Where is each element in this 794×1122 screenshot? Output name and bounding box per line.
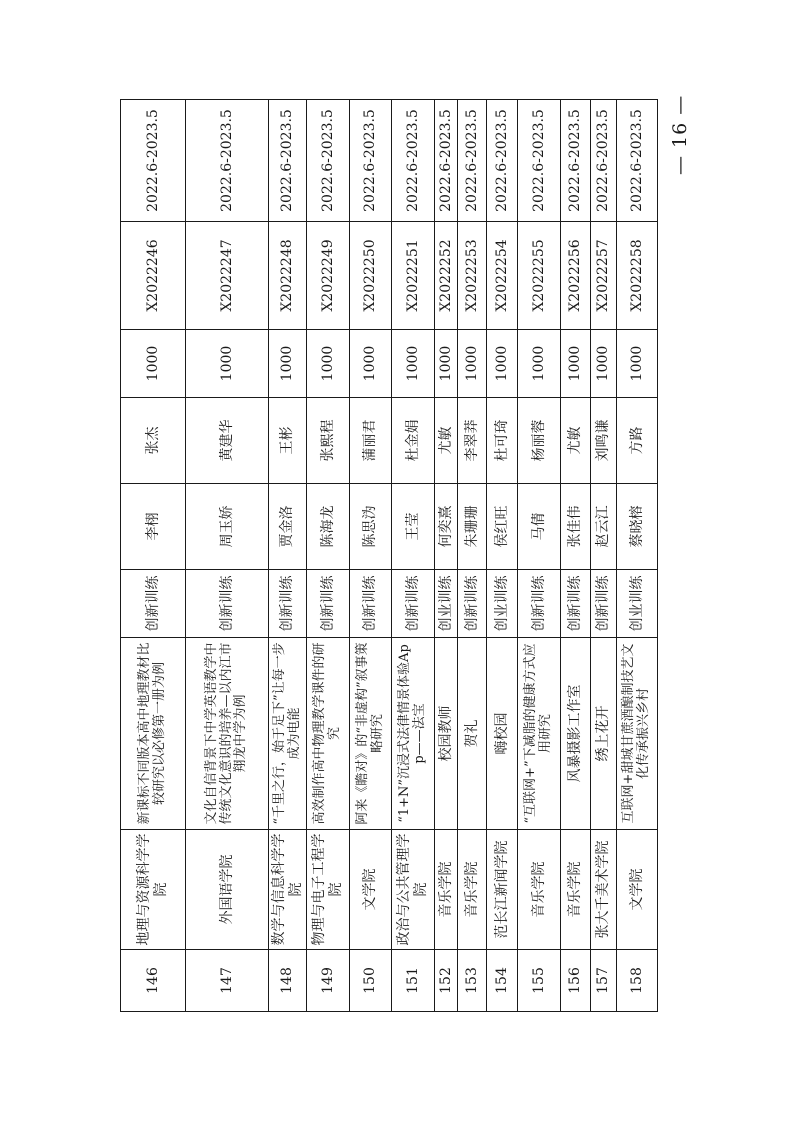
project-code: X2022251 bbox=[392, 222, 435, 330]
project-period: 2022.6-2023.5 bbox=[392, 100, 435, 222]
table-row bbox=[307, 100, 350, 1012]
table-row bbox=[561, 100, 591, 1012]
advisor: 黄建华 bbox=[186, 398, 269, 484]
project-title: 绣上花开 bbox=[591, 638, 617, 830]
college: 外国语学院 bbox=[186, 830, 269, 950]
funding: 1000 bbox=[487, 330, 518, 398]
funding: 1000 bbox=[186, 330, 269, 398]
project-type: 创业训练 bbox=[617, 570, 658, 638]
project-title: “互联网+”下减脂的健康方式应用研究 bbox=[518, 638, 561, 830]
project-leader: 朱珊珊 bbox=[458, 484, 487, 570]
project-leader: 蔡晓榕 bbox=[617, 484, 658, 570]
project-leader: 陈思沩 bbox=[350, 484, 392, 570]
college: 政治与公共管理学院 bbox=[392, 830, 435, 950]
project-leader: 陈海龙 bbox=[307, 484, 350, 570]
table-row bbox=[269, 100, 307, 1012]
project-type: 创业训练 bbox=[487, 570, 518, 638]
row-number: 150 bbox=[350, 950, 392, 1012]
project-period: 2022.6-2023.5 bbox=[435, 100, 458, 222]
project-period: 2022.6-2023.5 bbox=[350, 100, 392, 222]
project-type: 创新训练 bbox=[518, 570, 561, 638]
row-number: 157 bbox=[591, 950, 617, 1012]
advisor: 方路 bbox=[617, 398, 658, 484]
project-title: 文化自信背景下中学英语教学中传统文化意识的培养—以内江市翔龙中学为例 bbox=[186, 638, 269, 830]
advisor: 杨丽蓉 bbox=[518, 398, 561, 484]
project-code: X2022248 bbox=[269, 222, 307, 330]
project-type: 创新训练 bbox=[350, 570, 392, 638]
page-number: — 16 — bbox=[669, 94, 691, 176]
college: 音乐学院 bbox=[518, 830, 561, 950]
project-title: “千里之行，始于足下”让每一步成为电能 bbox=[269, 638, 307, 830]
table-row bbox=[350, 100, 392, 1012]
funding: 1000 bbox=[307, 330, 350, 398]
table-row bbox=[591, 100, 617, 1012]
table-row bbox=[121, 100, 186, 1012]
project-period: 2022.6-2023.5 bbox=[121, 100, 186, 222]
college: 物理与电子工程学院 bbox=[307, 830, 350, 950]
funding: 1000 bbox=[392, 330, 435, 398]
project-leader: 侯红旺 bbox=[487, 484, 518, 570]
college: 张大千美术学院 bbox=[591, 830, 617, 950]
funding: 1000 bbox=[121, 330, 186, 398]
project-code: X2022257 bbox=[591, 222, 617, 330]
project-code: X2022254 bbox=[487, 222, 518, 330]
row-number: 156 bbox=[561, 950, 591, 1012]
advisor: 杜金娟 bbox=[392, 398, 435, 484]
project-title: 互联网+甜城甘蔗酒酿制技艺文化传承振兴乡村 bbox=[617, 638, 658, 830]
advisor: 王彬 bbox=[269, 398, 307, 484]
table-row bbox=[458, 100, 487, 1012]
project-period: 2022.6-2023.5 bbox=[269, 100, 307, 222]
project-leader: 马倩 bbox=[518, 484, 561, 570]
project-type: 创新训练 bbox=[392, 570, 435, 638]
project-period: 2022.6-2023.5 bbox=[186, 100, 269, 222]
row-number: 154 bbox=[487, 950, 518, 1012]
project-title: 贺礼 bbox=[458, 638, 487, 830]
funding: 1000 bbox=[435, 330, 458, 398]
advisor: 尤敏 bbox=[561, 398, 591, 484]
project-title: 风暴摄影工作室 bbox=[561, 638, 591, 830]
table-row bbox=[186, 100, 269, 1012]
project-type: 创新训练 bbox=[307, 570, 350, 638]
funding: 1000 bbox=[269, 330, 307, 398]
funding: 1000 bbox=[518, 330, 561, 398]
project-title: “1+N”沉浸式法律情景体验App——法宝 bbox=[392, 638, 435, 830]
college: 文学院 bbox=[350, 830, 392, 950]
advisor: 李翠莽 bbox=[458, 398, 487, 484]
project-period: 2022.6-2023.5 bbox=[458, 100, 487, 222]
project-title: 嗨校园 bbox=[487, 638, 518, 830]
college: 音乐学院 bbox=[458, 830, 487, 950]
funding: 1000 bbox=[617, 330, 658, 398]
row-number: 158 bbox=[617, 950, 658, 1012]
row-number: 152 bbox=[435, 950, 458, 1012]
project-period: 2022.6-2023.5 bbox=[617, 100, 658, 222]
project-period: 2022.6-2023.5 bbox=[518, 100, 561, 222]
college: 音乐学院 bbox=[561, 830, 591, 950]
project-leader: 赵云江 bbox=[591, 484, 617, 570]
project-leader: 贾金洛 bbox=[269, 484, 307, 570]
project-code: X2022256 bbox=[561, 222, 591, 330]
project-title: 阿来《瞻对》的“非虚构”叙事策略研究 bbox=[350, 638, 392, 830]
college: 范长江新闻学院 bbox=[487, 830, 518, 950]
project-type: 创新训练 bbox=[186, 570, 269, 638]
row-number: 147 bbox=[186, 950, 269, 1012]
project-period: 2022.6-2023.5 bbox=[307, 100, 350, 222]
project-title: 新课标不同版本高中地理教材比较研究以必修第一册为例 bbox=[121, 638, 186, 830]
project-period: 2022.6-2023.5 bbox=[487, 100, 518, 222]
table-row bbox=[518, 100, 561, 1012]
project-type: 创新训练 bbox=[121, 570, 186, 638]
rotated-table-container bbox=[120, 100, 651, 1012]
advisor: 刘鸣谦 bbox=[591, 398, 617, 484]
funding: 1000 bbox=[458, 330, 487, 398]
project-leader: 李栩 bbox=[121, 484, 186, 570]
project-type: 创新训练 bbox=[591, 570, 617, 638]
table-row bbox=[617, 100, 658, 1012]
project-title: 校园教师 bbox=[435, 638, 458, 830]
row-number: 146 bbox=[121, 950, 186, 1012]
project-leader: 周玉娇 bbox=[186, 484, 269, 570]
project-table bbox=[120, 99, 658, 1012]
table-row bbox=[435, 100, 458, 1012]
project-type: 创新训练 bbox=[561, 570, 591, 638]
funding: 1000 bbox=[561, 330, 591, 398]
project-code: X2022252 bbox=[435, 222, 458, 330]
project-code: X2022258 bbox=[617, 222, 658, 330]
advisor: 张熙程 bbox=[307, 398, 350, 484]
project-code: X2022253 bbox=[458, 222, 487, 330]
project-code: X2022249 bbox=[307, 222, 350, 330]
row-number: 153 bbox=[458, 950, 487, 1012]
table-row bbox=[487, 100, 518, 1012]
advisor: 尤敏 bbox=[435, 398, 458, 484]
project-title: 高效制作高中物理教学课件的研究 bbox=[307, 638, 350, 830]
row-number: 155 bbox=[518, 950, 561, 1012]
project-code: X2022246 bbox=[121, 222, 186, 330]
table-row bbox=[392, 100, 435, 1012]
project-leader: 张佳伟 bbox=[561, 484, 591, 570]
funding: 1000 bbox=[350, 330, 392, 398]
advisor: 杜可琦 bbox=[487, 398, 518, 484]
row-number: 151 bbox=[392, 950, 435, 1012]
project-code: X2022247 bbox=[186, 222, 269, 330]
college: 音乐学院 bbox=[435, 830, 458, 950]
advisor: 张杰 bbox=[121, 398, 186, 484]
project-type: 创新训练 bbox=[458, 570, 487, 638]
table-body bbox=[121, 100, 658, 1012]
funding: 1000 bbox=[591, 330, 617, 398]
college: 地理与资源科学学院 bbox=[121, 830, 186, 950]
project-period: 2022.6-2023.5 bbox=[591, 100, 617, 222]
advisor: 蒲丽君 bbox=[350, 398, 392, 484]
row-number: 149 bbox=[307, 950, 350, 1012]
project-code: X2022250 bbox=[350, 222, 392, 330]
project-type: 创业训练 bbox=[435, 570, 458, 638]
project-leader: 王莹 bbox=[392, 484, 435, 570]
college: 文学院 bbox=[617, 830, 658, 950]
row-number: 148 bbox=[269, 950, 307, 1012]
college: 数学与信息科学学院 bbox=[269, 830, 307, 950]
project-code: X2022255 bbox=[518, 222, 561, 330]
project-leader: 何奕熹 bbox=[435, 484, 458, 570]
project-period: 2022.6-2023.5 bbox=[561, 100, 591, 222]
project-type: 创新训练 bbox=[269, 570, 307, 638]
